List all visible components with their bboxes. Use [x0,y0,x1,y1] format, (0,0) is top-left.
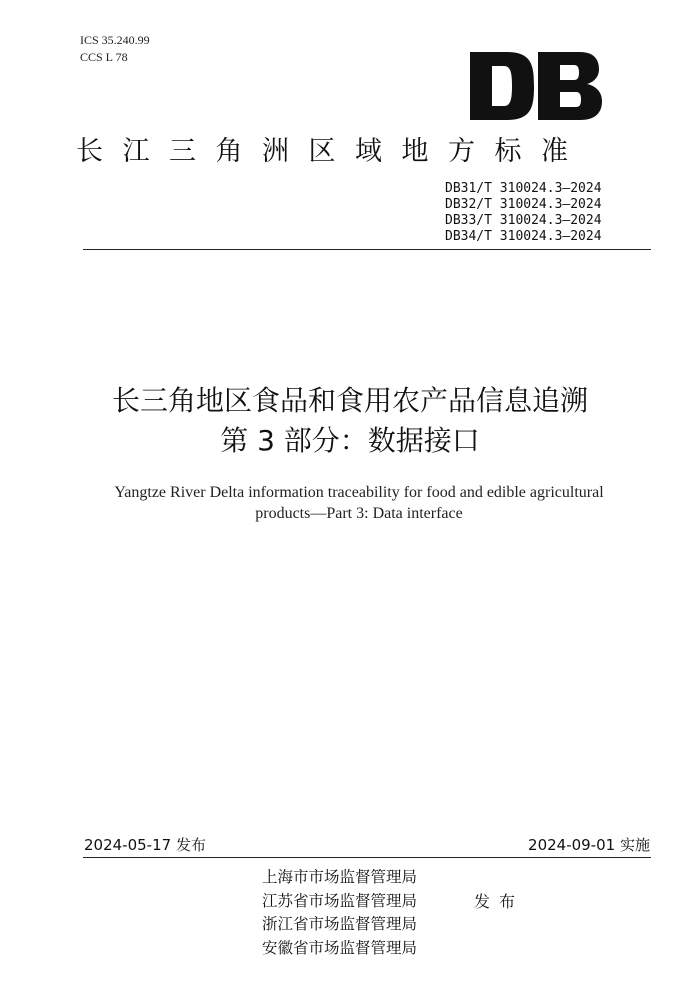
english-title: Yangtze River Delta information traceability for food and edible agricultural products—Part 3: Data interface [114,484,604,522]
issuer: 安徽省市场监督管理局 [262,938,418,957]
classification-codes [80,32,150,66]
db-logo [470,52,602,120]
ics-code: ICS 35.240.99 [80,33,150,47]
standard-code: DB31/T 310024.3—2024 [445,181,602,196]
publication-date: 2024-05-17 发布 [84,836,206,854]
issue-label: 发布 [474,892,525,911]
bottom-divider [83,857,651,858]
standard-code-list [445,181,602,245]
issuer: 浙江省市场监督管理局 [262,915,418,933]
ccs-code: CCS L 78 [80,50,128,64]
top-divider [83,249,651,250]
standard-code: DB33/T 310024.3—2024 [445,213,602,228]
chinese-title-line-2: 第 3 部分：数据接口 [220,424,480,457]
issuing-authorities [262,866,417,960]
issuer: 江苏省市场监督管理局 [262,891,418,910]
issuer: 上海市市场监督管理局 [262,868,418,886]
standard-code: DB34/T 310024.3—2024 [445,229,602,244]
effective-date: 2024-09-01 实施 [528,836,650,854]
chinese-title-line-1: 长三角地区食品和食用农产品信息追溯 [111,384,588,417]
standard-code: DB32/T 310024.3—2024 [445,197,602,212]
standard-type-heading: 长江三角洲区域地方标准 [76,136,588,167]
